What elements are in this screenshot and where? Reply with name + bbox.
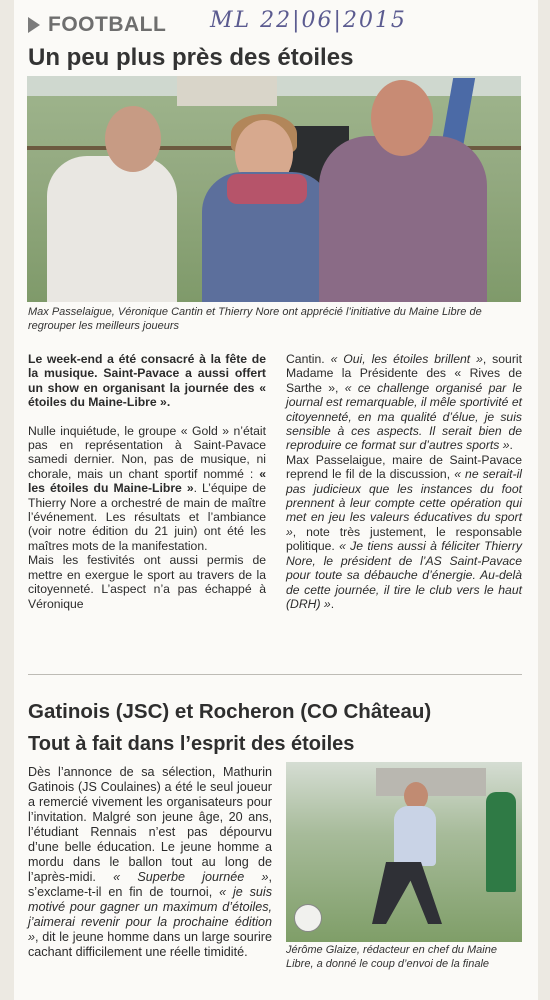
article2-title: Gatinois (JSC) et Rocheron (CO Château) bbox=[28, 700, 432, 723]
person-thierry-nore bbox=[319, 136, 487, 302]
article2-photo bbox=[286, 762, 522, 942]
article1-photo bbox=[27, 76, 521, 302]
article1-paragraph: Cantin. « Oui, les étoiles brillent », sourit Madame la Présidente des « Rives de Sarthe », « ce challenge organisé par le journal est remarquable, il mêle sportivité et citoyenneté, en ma qualité d’élue, je suis sensible à ces aspects. Il serait bien de reproduire ce format sur d’autres sports ». bbox=[286, 352, 522, 453]
handwritten-date: ML 22|06|2015 bbox=[210, 8, 407, 33]
article1-paragraph: Mais les festivités ont aussi permis de mettre en exergue le sport au travers de la citoyenneté. L’aspect n’a pas échappé à Véronique bbox=[28, 553, 266, 611]
section-triangle-icon bbox=[28, 17, 40, 33]
section-header bbox=[28, 10, 166, 40]
article1-paragraph: Max Passelaigue, maire de Saint-Pavace reprend le fil de la discussion, « ne serait-il pas judicieux que les instances du foot prennent à leur compte cette opération qui met en jeu les valeurs éducatives du sport », note très justement, le responsable politique. « Je tiens aussi à féliciter Thierry Nore, le président de l’AS Saint-Pavace pour toute sa débauche d’énergie. Au-delà de cette journée, il tire le club vers le haut (DRH) ». bbox=[286, 452, 523, 611]
article-divider bbox=[28, 674, 522, 675]
article1-column-right bbox=[286, 352, 522, 611]
person-max-passelaigue bbox=[47, 156, 177, 302]
article2-photo-caption: Jérôme Glaize, rédacteur en chef du Maine Libre, a donné le coup d’envoi de la finale bbox=[286, 944, 497, 970]
article2-subtitle: Tout à fait dans l’esprit des étoiles bbox=[28, 733, 355, 755]
section-label: FOOTBALL bbox=[48, 13, 167, 36]
article1-title: Un peu plus près des étoiles bbox=[28, 44, 354, 71]
article1-lead: Le week-end a été consacré à la fête de la musique. Saint-Pavace a aussi offert un show en organisant la journée des « étoiles du Maine-Libre ». bbox=[28, 352, 266, 410]
person-player bbox=[486, 792, 516, 892]
article1-photo-caption: Max Passelaigue, Véronique Cantin et Thierry Nore ont apprécié l’initiative du Maine Libre de regrouper les meilleurs joueurs bbox=[28, 306, 482, 332]
article1-paragraph: Nulle inquiétude, le groupe « Gold » n’était pas en représentation à Saint-Pavace samedi dernier. Non, pas de musique, ni chorale, mais un chant sportif nommé : « les étoiles du Maine-Libre ». L’équipe de Thierry Nore a orchestré de main de maître l’événement. Les résultats et l’ambiance (voir notre édition du 21 juin) ont été les maîtres mots de la manifestation. bbox=[28, 423, 266, 553]
person-jerome-glaize bbox=[394, 806, 436, 866]
scan-margin-left bbox=[0, 0, 14, 1000]
scan-margin-right bbox=[538, 0, 550, 1000]
football-icon bbox=[294, 904, 322, 932]
article2-body: Dès l’annonce de sa sélection, Mathurin Gatinois (JS Coulaines) a été le seul joueur a remercié vivement les organisateurs pour l’invitation. Malgré son jeune âge, 20 ans, l’étudiant Rennais n’est pas dépourvu d’une belle éducation. Le jeune homme a mordu dans le ballon tout au long de l’après-midi. « Superbe journée », s’exclame-t-il en fin de tournoi, « je suis motivé pour gagner un maximum d’étoiles, j’aimerai revenir pour la prochaine édition », dit le jeune homme dans un large sourire cachant difficilement une réelle timidité. bbox=[28, 765, 272, 959]
article1-column-left bbox=[28, 352, 266, 611]
